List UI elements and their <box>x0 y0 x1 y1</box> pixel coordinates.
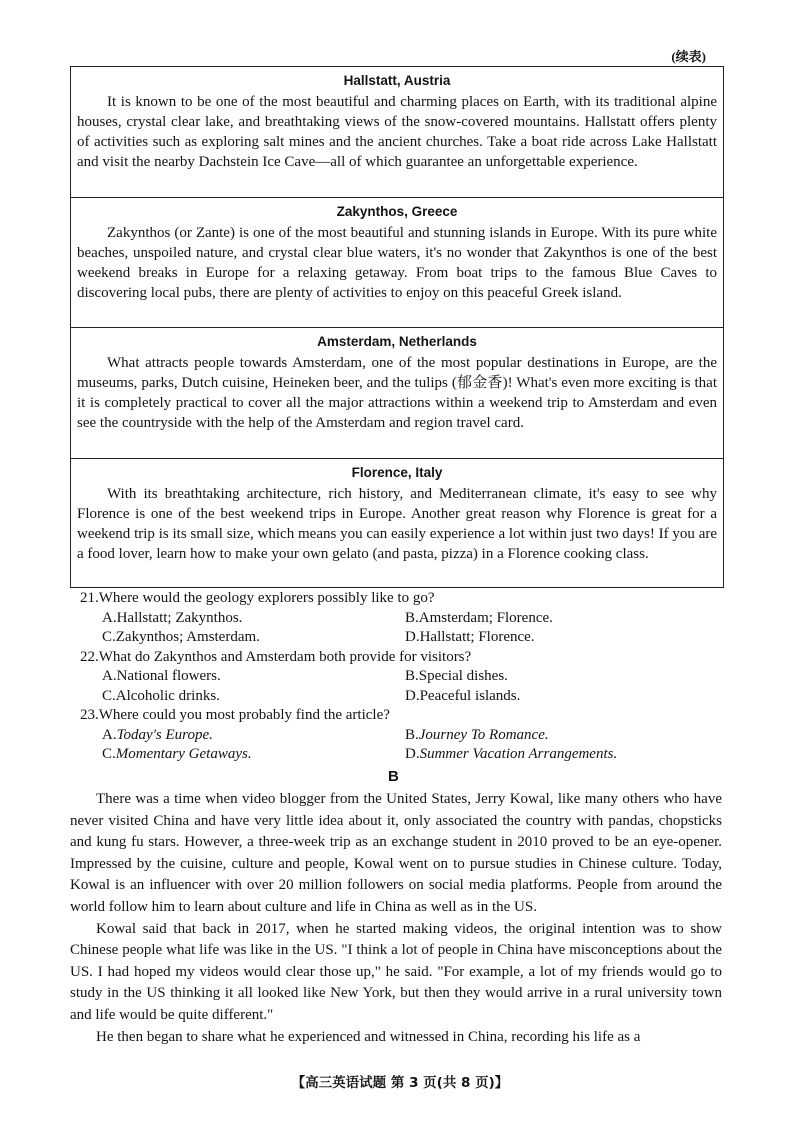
destinations-table <box>70 66 724 588</box>
option-letter: A. <box>102 726 117 743</box>
passage-paragraph: There was a time when video blogger from the United States, Jerry Kowal, like many others who have never visited China and have very little idea about it, only associated the country with pandas, chopsticks and kung fu stars. However, a three-week trip as an exchange student in 2010 proved to be an eye-opener. Impressed by the cuisine, culture and people, Kowal went on to pursue studies in Chinese culture. Today, Kowal is an influencer with over 20 million followers on social media platforms. People from around the world follow him to learn about culture and life in China as well as in the US. <box>70 791 722 915</box>
option-b[interactable] <box>405 667 708 687</box>
destination-text: It is known to be one of the most beautiful and charming places on Earth, with its traditional alpine houses, crystal clear lake, and breathtaking views of the snow-covered mountains. Hallstatt offers plenty of activities such as exploring salt mines and the ancient churches. Take a boat ride across Lake Hallstatt and visit the nearby Dachstein Ice Cave—all of which guarantee an unforgettable experience. <box>77 94 717 170</box>
page-footer: 【高三英语试题 第 3 页(共 8 页)】 <box>291 1075 509 1091</box>
option-letter: C. <box>102 687 116 704</box>
option-text: Today's Europe. <box>116 726 213 743</box>
option-d[interactable] <box>405 745 708 765</box>
option-a[interactable] <box>102 667 405 687</box>
destination-text: What attracts people towards Amsterdam, one of the most popular destinations in Europe, are the museums, parks, Dutch cuisine, Heineken beer, and the tulips (郁金香)! What's even more exciting is that it is completely practical to cover all the major attractions within a weekend trip to Amsterdam and even see the countryside with the help of the Amsterdam and region travel card. <box>77 355 717 431</box>
destination-florence <box>71 459 723 588</box>
option-letter: B. <box>405 668 419 684</box>
option-text: Special dishes. <box>418 668 508 684</box>
option-text: Hallstatt; Zakynthos. <box>116 609 243 626</box>
question-21 <box>80 589 730 648</box>
passage-paragraph: He then began to share what he experienced and witnessed in China, recording his life as a <box>96 1028 641 1045</box>
option-letter: D. <box>405 629 420 645</box>
option-text: Peaceful islands. <box>419 687 521 704</box>
option-b[interactable] <box>405 609 708 629</box>
option-text: Amsterdam; Florence. <box>418 609 553 626</box>
option-letter: A. <box>102 609 117 626</box>
question-stem: 21.Where would the geology explorers possibly like to go? <box>80 590 435 606</box>
option-d[interactable] <box>405 628 708 648</box>
option-text: Momentary Getaways. <box>115 746 252 762</box>
option-text: Alcoholic drinks. <box>115 687 220 704</box>
option-letter: D. <box>405 687 420 704</box>
option-text: Journey To Romance. <box>418 726 549 743</box>
passage-b <box>70 789 722 1048</box>
continued-label: (续表) <box>671 49 706 64</box>
option-text: Summer Vacation Arrangements. <box>419 746 618 762</box>
option-letter: B. <box>405 609 419 626</box>
destination-title: Florence, Italy <box>351 465 443 480</box>
option-b[interactable] <box>405 726 708 746</box>
option-letter: A. <box>102 668 117 684</box>
option-letter: C. <box>102 629 116 645</box>
destination-text: Zakynthos (or Zante) is one of the most beautiful and stunning islands in Europe. With its pure white beaches, unspoiled nature, and crystal clear blue waters, it's no wonder that Zakynthos is one of the best weekend breaks in Europe for a relaxing getaway. From boat trips to the famous Blue Caves to discovering local pubs, there are plenty of activities to enjoy on this peaceful Greek island. <box>77 225 717 301</box>
destination-title: Amsterdam, Netherlands <box>317 334 477 349</box>
option-c[interactable] <box>102 628 405 648</box>
option-letter: D. <box>405 746 420 762</box>
destination-amsterdam <box>71 328 723 459</box>
destination-text: With its breathtaking architecture, rich history, and Mediterranean climate, it's easy to see why Florence is one of the best weekend trips in Europe. Another great reason why Florence is great for a weekend trip is its small size, which means you can easily experience a lot within just two days! If you are a food lover, learn how to make your own gelato (and pasta, pizza) in a Florence cooking class. <box>77 486 717 562</box>
destination-zakynthos <box>71 198 723 328</box>
destination-title: Zakynthos, Greece <box>336 204 458 219</box>
option-d[interactable] <box>405 687 708 707</box>
option-c[interactable] <box>102 745 405 765</box>
option-letter: C. <box>102 746 116 762</box>
option-c[interactable] <box>102 687 405 707</box>
option-a[interactable] <box>102 726 405 746</box>
option-letter: B. <box>405 726 419 743</box>
passage-paragraph: Kowal said that back in 2017, when he started making videos, the original intention was to show Chinese people what life was like in the US. "I think a lot of people in China have misconceptions about the US. I had hoped my videos would clear those up," he said. "For example, a lot of my friends would go to study in the US thinking it all looked like New York, but then they would arrive in a rural university town and life would be quite different." <box>70 920 722 1023</box>
option-text: Hallstatt; Florence. <box>419 629 535 645</box>
part-b-label: B <box>388 768 399 785</box>
question-22 <box>80 648 730 707</box>
option-text: National flowers. <box>116 668 221 684</box>
question-stem: 22.What do Zakynthos and Amsterdam both provide for visitors? <box>80 648 472 665</box>
destination-title: Hallstatt, Austria <box>343 73 451 88</box>
question-23 <box>80 706 730 765</box>
destination-hallstatt <box>71 66 723 198</box>
questions <box>80 589 730 765</box>
option-a[interactable] <box>102 609 405 629</box>
option-text: Zakynthos; Amsterdam. <box>115 629 260 645</box>
question-stem: 23.Where could you most probably find the article? <box>80 707 390 723</box>
